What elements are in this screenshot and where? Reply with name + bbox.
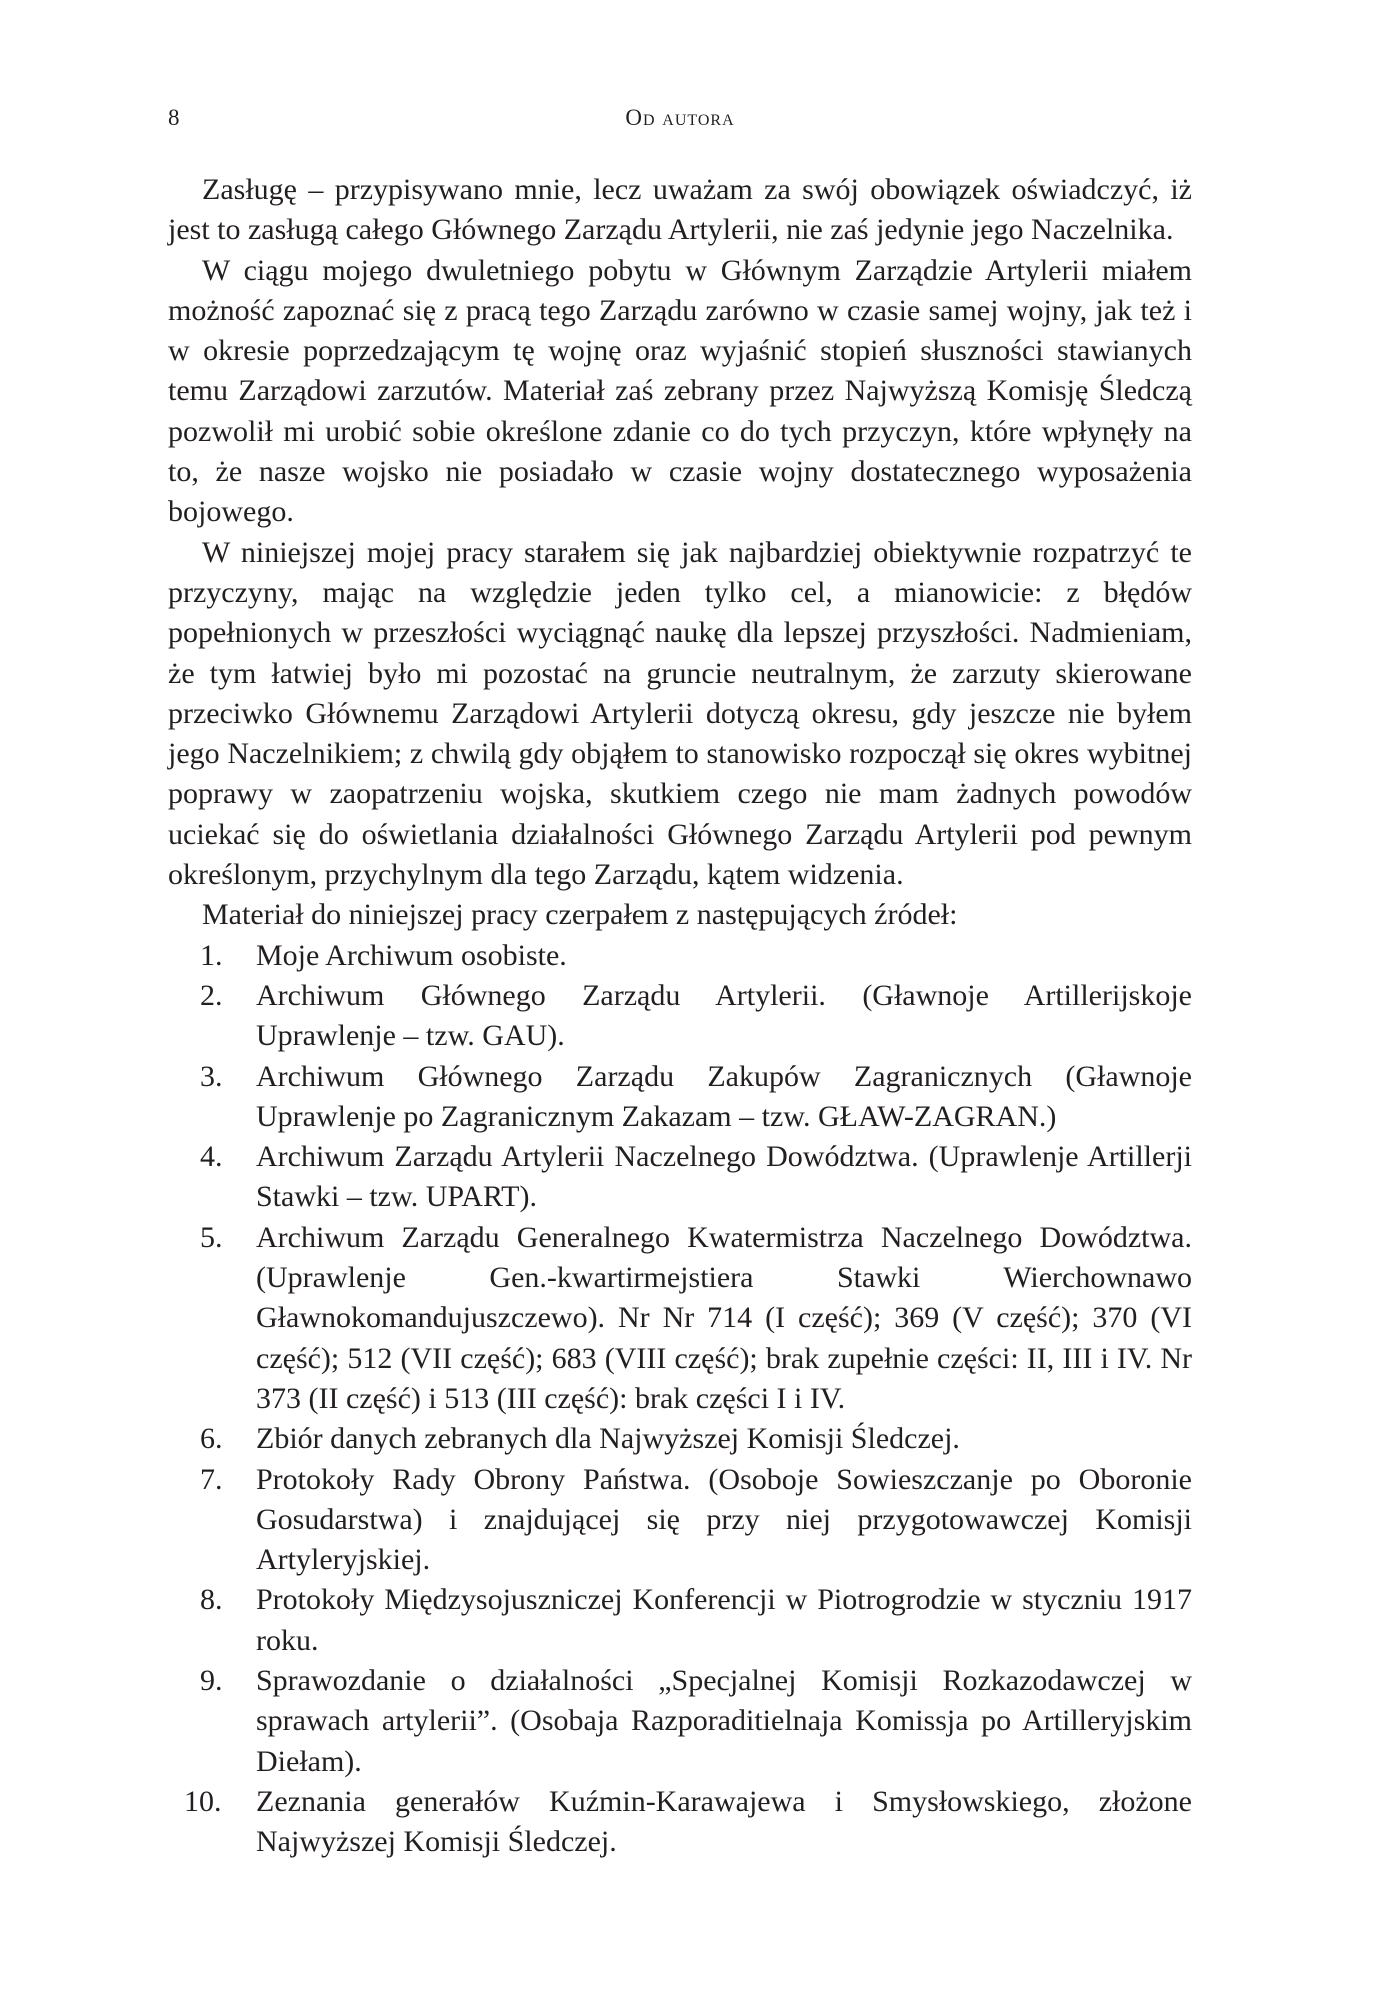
list-item-number: 9. bbox=[200, 1663, 223, 1697]
list-item bbox=[168, 1419, 1192, 1459]
list-item-text: Protokoły Rady Obrony Państwa. (Osoboje Sowieszczanje po Oboronie Gosudarstwa) i znajdującej się przy niej przygotowawczej Komisji Artyleryjskiej. bbox=[256, 1462, 1192, 1577]
section-title: Od autora bbox=[625, 105, 735, 130]
list-item-number: 10. bbox=[184, 1784, 222, 1818]
list-item bbox=[168, 1661, 1192, 1782]
list-item bbox=[168, 1218, 1192, 1419]
sources-intro: Materiał do niniejszej pracy czerpałem z następujących źródeł: bbox=[202, 898, 958, 932]
paragraph: W ciągu mojego dwuletniego pobytu w Głównym Zarządzie Artylerii miałem możność zapoznać się z pracą tego Zarządu zarówno w czasie samej wojny, jak też i w okresie poprzedzającym tę wojnę oraz wyjaśnić stopień słuszności stawianych temu Zarządowi zarzutów. Materiał zaś zebrany przez Najwyższą Komisję Śledczą pozwolił mi urobić sobie określone zdanie co do tych przyczyn, które wpłynęły na to, że nasze wojsko nie posiadało w czasie wojny dostatecznego wyposażenia bojowego. bbox=[168, 253, 1192, 529]
list-item-text: Zeznania generałów Kuźmin-Karawajewa i Smysłowskiego, złożone Najwyższej Komisji Śledczej. bbox=[256, 1784, 1192, 1859]
list-item-text: Sprawozdanie o działalności „Specjalnej Komisji Rozkazodawczej w sprawach artylerii”. (Osobaja Razporaditielnaja Komissja po Artilleryjskim Diełam). bbox=[256, 1663, 1192, 1778]
list-item-number: 3. bbox=[200, 1059, 223, 1093]
list-item-number: 4. bbox=[200, 1140, 223, 1174]
paragraph: Zasługę – przypisywano mnie, lecz uważam za swój obowiązek oświadczyć, iż jest to zasługą całego Głównego Zarządu Artylerii, nie zaś jedynie jego Naczelnika. bbox=[168, 173, 1192, 247]
sources-list bbox=[168, 936, 1192, 1863]
list-item-number: 2. bbox=[200, 978, 223, 1012]
list-item-text: Archiwum Głównego Zarządu Zakupów Zagranicznych (Gławnoje Uprawlenje po Zagranicznym Zakazam – tzw. GŁAW-ZAGRAN.) bbox=[256, 1059, 1192, 1133]
list-item bbox=[168, 1057, 1192, 1138]
paragraph: W niniejszej mojej pracy starałem się jak najbardziej obiektywnie rozpatrzyć te przyczyny, mając na względzie jeden tylko cel, a mianowicie: z błędów popełnionych w przeszłości wyciągnąć naukę dla lepszej przyszłości. Nadmieniam, że tym łatwiej było mi pozostać na gruncie neutralnym, że zarzuty skierowane przeciwko Głównemu Zarządowi Artylerii dotyczą okresu, gdy jeszcze nie byłem jego Naczelnikiem; z chwilą gdy objąłem to stanowisko rozpoczął się okres wybitnej poprawy w zaopatrzeniu wojska, skutkiem czego nie mam żadnych powodów uciekać się do oświetlania działalności Głównego Zarządu Artylerii pod pewnym określonym, przychylnym dla tego Zarządu, kątem widzenia. bbox=[168, 535, 1192, 892]
list-item-number: 7. bbox=[200, 1462, 223, 1496]
list-item-number: 1. bbox=[200, 938, 223, 972]
list-item-number: 6. bbox=[200, 1422, 223, 1456]
list-item bbox=[168, 976, 1192, 1057]
list-item-number: 5. bbox=[200, 1220, 223, 1254]
list-item bbox=[168, 1782, 1192, 1863]
list-item-text: Zbiór danych zebranych dla Najwyższej Komisji Śledczej. bbox=[256, 1422, 960, 1456]
list-item bbox=[168, 1460, 1192, 1581]
list-item-text: Moje Archiwum osobiste. bbox=[256, 938, 567, 972]
list-item-text: Archiwum Zarządu Generalnego Kwatermistrza Naczelnego Dowództwa. (Uprawlenje Gen.-kwartirmejstiera Stawki Wierchownawo Gławnokomandujuszczewo). Nr Nr 714 (I część); 369 (V część); 370 (VI część); 512 (VII część); 683 (VIII część); brak zupełnie części: II, III i IV. Nr 373 (II część) i 513 (III część): brak części I i IV. bbox=[256, 1220, 1192, 1415]
list-item bbox=[168, 1137, 1192, 1218]
list-item bbox=[168, 936, 1192, 976]
list-item bbox=[168, 1580, 1192, 1661]
list-item-text: Archiwum Zarządu Artylerii Naczelnego Dowództwa. (Uprawlenje Artillerji Stawki – tzw. UPART). bbox=[256, 1140, 1192, 1214]
page-number: 8 bbox=[168, 105, 180, 130]
list-item-text: Protokoły Międzysojuszniczej Konferencji w Piotrogrodzie w styczniu 1917 roku. bbox=[256, 1583, 1192, 1657]
body-text bbox=[168, 170, 1192, 1862]
list-item-number: 8. bbox=[200, 1583, 223, 1617]
list-item-text: Archiwum Głównego Zarządu Artylerii. (Gławnoje Artillerijskoje Uprawlenje – tzw. GAU). bbox=[256, 978, 1192, 1053]
running-head bbox=[168, 100, 1192, 136]
